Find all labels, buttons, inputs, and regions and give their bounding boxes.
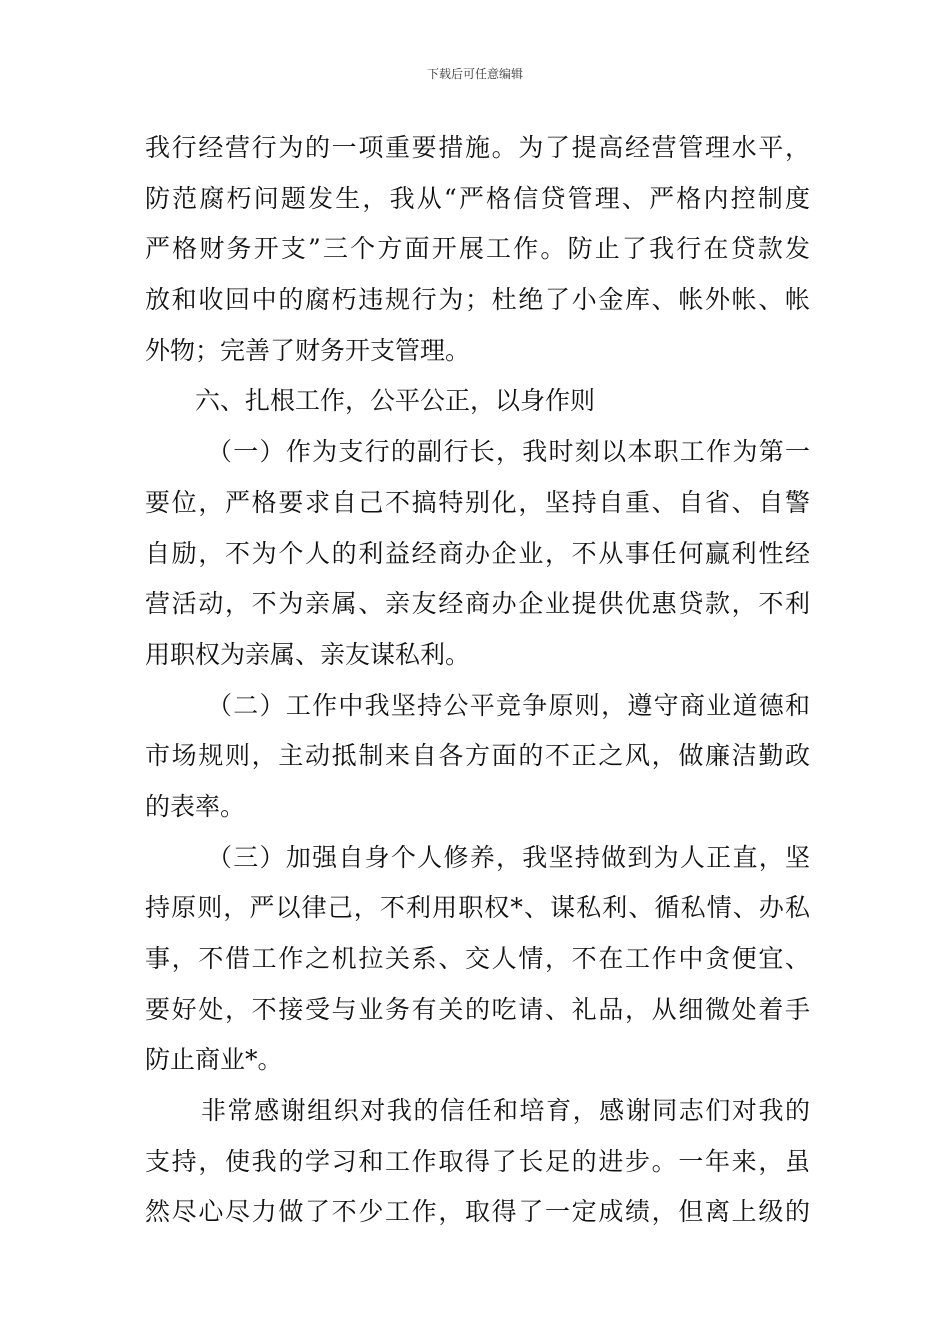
text-line: 市场规则，主动抵制来自各方面的不正之风，做廉洁勤政 <box>145 741 810 771</box>
text-line: 的表率。 <box>145 791 246 821</box>
text-line: （一）作为支行的副行长，我时刻以本职工作为第一 <box>207 437 810 467</box>
text-line: 支持，使我的学习和工作取得了长足的进步。一年来，虽 <box>145 1146 810 1176</box>
text-line: （三）加强自身个人修养，我坚持做到为人正直，坚 <box>207 842 810 872</box>
text-line: 持原则，严以律己，不利用职权*、谋私利、循私情、办私 <box>145 893 810 923</box>
text-line: 外物；完善了财务开支管理。 <box>145 335 471 365</box>
section-heading: 六、扎根工作，公平公正，以身作则 <box>195 386 596 416</box>
text-line: （二）工作中我坚持公平竞争原则，遵守商业道德和 <box>207 690 810 720</box>
page-header: 下载后可任意编辑 <box>426 67 523 81</box>
text-line: 自励，不为个人的利益经商办企业，不从事任何赢利性经 <box>145 538 810 568</box>
document-body <box>145 123 810 1238</box>
text-line: 然尽心尽力做了不少工作，取得了一定成绩，但离上级的 <box>145 1197 810 1227</box>
text-line: 放和收回中的腐朽违规行为；杜绝了小金库、帐外帐、帐 <box>145 285 810 315</box>
text-line: 用职权为亲属、亲友谋私利。 <box>145 639 471 669</box>
text-line: 要好处，不接受与业务有关的吃请、礼品，从细微处着手 <box>145 994 810 1024</box>
text-line: 严格财务开支”三个方面开展工作。防止了我行在贷款发 <box>145 234 810 264</box>
text-line: 我行经营行为的一项重要措施。为了提高经营管理水平， <box>145 133 810 162</box>
text-line: 非常感谢组织对我的信任和培育，感谢同志们对我的 <box>201 1096 810 1126</box>
text-line: 要位，严格要求自己不搞特别化，坚持自重、自省、自警 <box>145 487 810 517</box>
text-line: 营活动，不为亲属、亲友经商办企业提供优惠贷款，不利 <box>145 589 810 619</box>
text-line: 防范腐朽问题发生，我从“严格信贷管理、严格内控制度 <box>145 183 810 213</box>
text-line: 事，不借工作之机拉关系、交人情，不在工作中贪便宜、 <box>145 944 810 973</box>
text-line: 防止商业*。 <box>145 1045 283 1075</box>
